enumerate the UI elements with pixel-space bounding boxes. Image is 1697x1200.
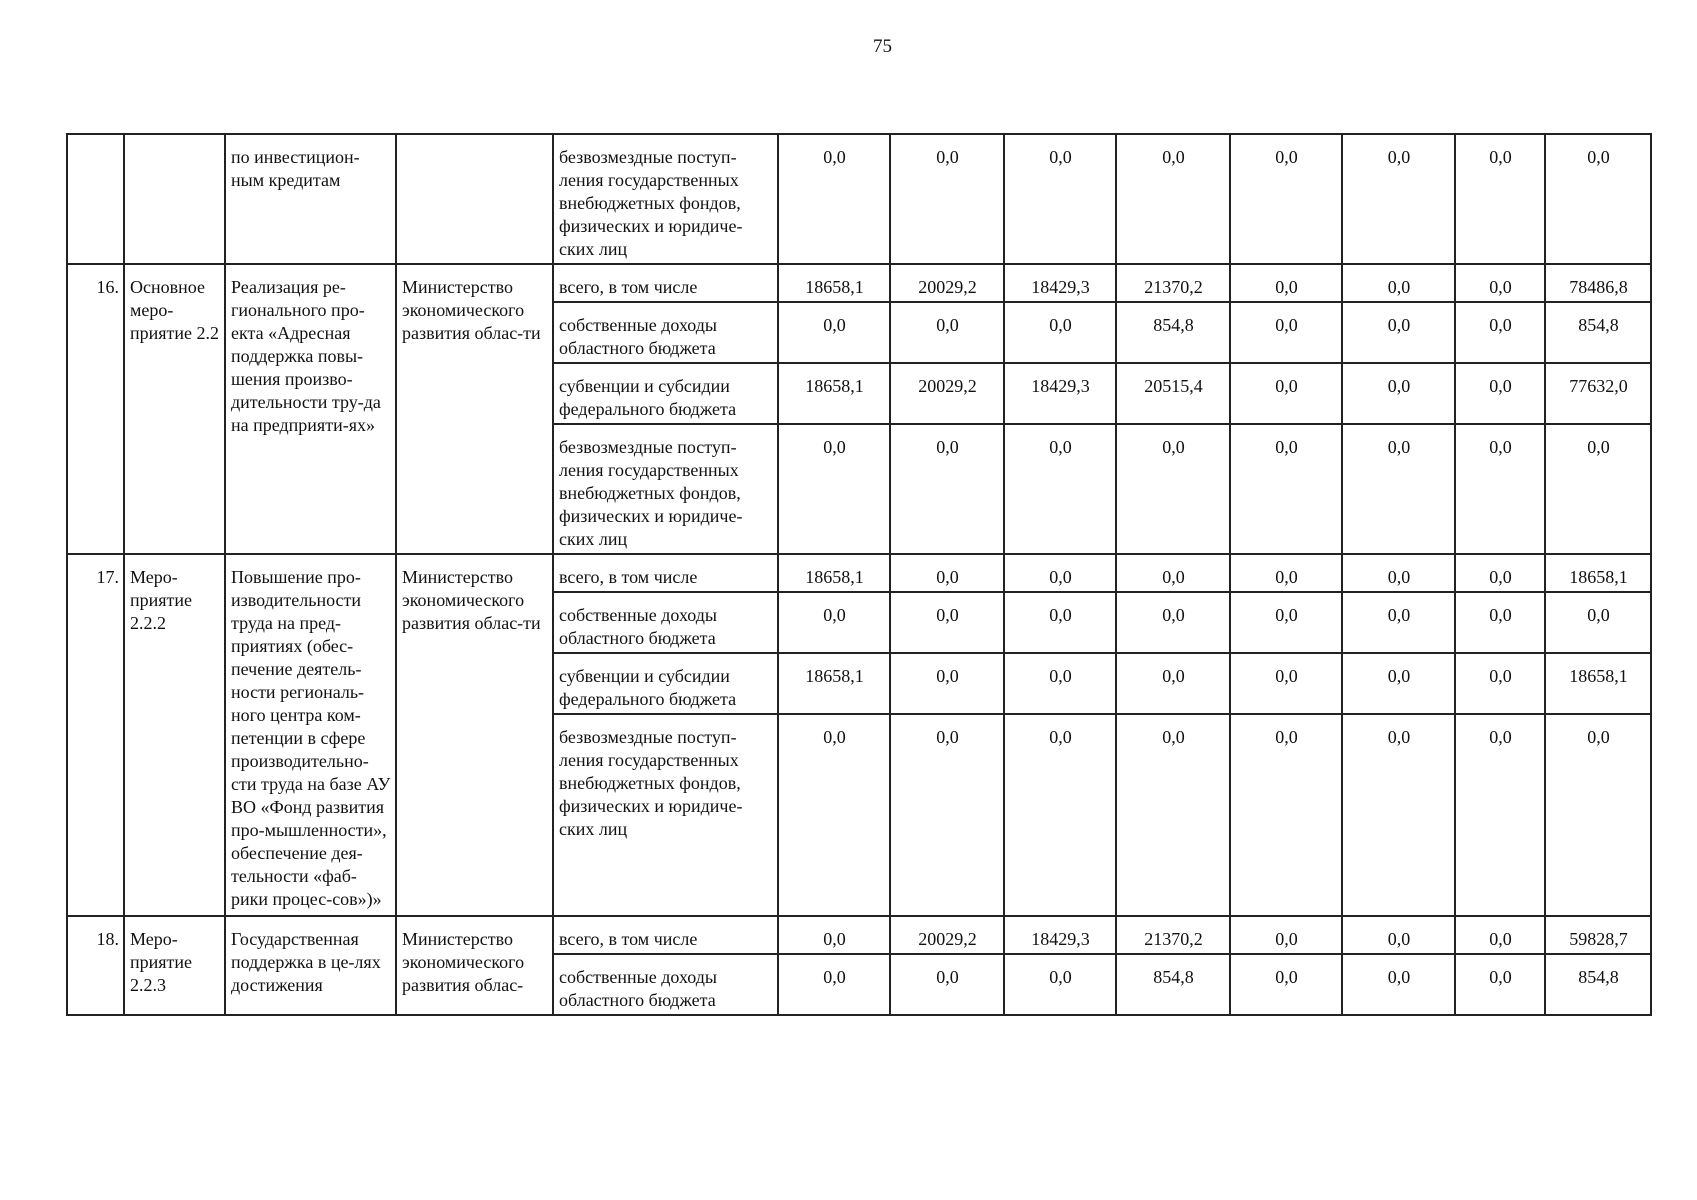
value-cell: 0,0	[1004, 714, 1116, 916]
budget-table	[66, 133, 1652, 1016]
value-cell: 0,0	[890, 134, 1004, 264]
value-cell: 0,0	[778, 714, 890, 916]
value-cell: 0,0	[890, 592, 1004, 653]
value-cell: 0,0	[1004, 954, 1116, 1015]
row-name: Реализация ре-гионального про-екта «Адресная поддержка повы-шения произво-дительности тру-да на предприяти-ях»	[225, 264, 396, 554]
value-cell: 0,0	[1455, 714, 1545, 916]
value-cell: 0,0	[1342, 653, 1455, 714]
funding-source: безвозмездные поступ-ления государственных внебюджетных фондов, физических и юридиче-ских лиц	[553, 714, 778, 916]
value-cell: 18658,1	[778, 653, 890, 714]
value-cell: 0,0	[1230, 134, 1342, 264]
row-type	[124, 134, 225, 264]
value-cell: 0,0	[1455, 134, 1545, 264]
value-cell: 18658,1	[778, 363, 890, 424]
value-cell: 0,0	[1342, 363, 1455, 424]
value-cell: 0,0	[1455, 302, 1545, 363]
row-number: 18.	[67, 916, 124, 1015]
value-cell: 77632,0	[1545, 363, 1651, 424]
value-cell: 0,0	[1455, 424, 1545, 554]
value-cell: 0,0	[1116, 714, 1230, 916]
row-type: Основное меро-приятие 2.2	[124, 264, 225, 554]
value-cell: 0,0	[1545, 134, 1651, 264]
row-name: Государственная поддержка в це-лях достижения	[225, 916, 396, 1015]
value-cell: 0,0	[1342, 554, 1455, 592]
value-cell: 0,0	[1455, 916, 1545, 954]
row-number	[67, 134, 124, 264]
row-executor: Министерство экономического развития облас-	[396, 916, 553, 1015]
value-cell: 0,0	[1230, 363, 1342, 424]
funding-source: субвенции и субсидии федерального бюджета	[553, 363, 778, 424]
value-cell: 0,0	[1455, 363, 1545, 424]
value-cell: 20029,2	[890, 916, 1004, 954]
table-row	[67, 264, 1651, 302]
value-cell: 0,0	[1455, 592, 1545, 653]
value-cell: 21370,2	[1116, 916, 1230, 954]
funding-source: всего, в том числе	[553, 916, 778, 954]
value-cell: 0,0	[1230, 653, 1342, 714]
value-cell: 0,0	[1230, 954, 1342, 1015]
value-cell: 0,0	[1455, 264, 1545, 302]
row-number: 16.	[67, 264, 124, 554]
value-cell: 18429,3	[1004, 363, 1116, 424]
value-cell: 0,0	[778, 424, 890, 554]
table-row	[67, 554, 1651, 592]
value-cell: 0,0	[1342, 264, 1455, 302]
value-cell: 0,0	[1342, 134, 1455, 264]
value-cell: 0,0	[890, 954, 1004, 1015]
value-cell: 0,0	[1004, 424, 1116, 554]
value-cell: 0,0	[1545, 714, 1651, 916]
value-cell: 0,0	[778, 592, 890, 653]
value-cell: 0,0	[1342, 424, 1455, 554]
value-cell: 0,0	[1342, 592, 1455, 653]
value-cell: 0,0	[890, 653, 1004, 714]
value-cell: 59828,7	[1545, 916, 1651, 954]
value-cell: 0,0	[1230, 302, 1342, 363]
row-type: Меро-приятие 2.2.2	[124, 554, 225, 916]
value-cell: 0,0	[1230, 592, 1342, 653]
value-cell: 0,0	[1545, 592, 1651, 653]
value-cell: 0,0	[1004, 302, 1116, 363]
funding-source: субвенции и субсидии федерального бюджета	[553, 653, 778, 714]
funding-source: безвозмездные поступ-ления государственных внебюджетных фондов, физических и юридиче-ских лиц	[553, 424, 778, 554]
value-cell: 0,0	[1545, 424, 1651, 554]
value-cell: 0,0	[1455, 554, 1545, 592]
row-name: Повышение про-изводительности труда на пред-приятиях (обес-печение деятель-ности региональ-ного центра ком-петенции в сфере производительно-сти труда на базе АУ ВО «Фонд развития про-мышленности», обеспечение дея-тельности «фаб-рики процес-сов»)»	[225, 554, 396, 916]
row-executor	[396, 134, 553, 264]
table-row	[67, 916, 1651, 954]
value-cell: 20029,2	[890, 264, 1004, 302]
value-cell: 0,0	[890, 302, 1004, 363]
row-type: Меро-приятие 2.2.3	[124, 916, 225, 1015]
row-name: по инвестицион-ным кредитам	[225, 134, 396, 264]
value-cell: 18658,1	[1545, 554, 1651, 592]
funding-source: собственные доходы областного бюджета	[553, 302, 778, 363]
value-cell: 18429,3	[1004, 264, 1116, 302]
value-cell: 0,0	[1230, 424, 1342, 554]
value-cell: 0,0	[1455, 653, 1545, 714]
row-number: 17.	[67, 554, 124, 916]
value-cell: 854,8	[1545, 954, 1651, 1015]
value-cell: 854,8	[1116, 954, 1230, 1015]
value-cell: 0,0	[890, 714, 1004, 916]
value-cell: 0,0	[1342, 714, 1455, 916]
funding-source: всего, в том числе	[553, 554, 778, 592]
value-cell: 0,0	[778, 302, 890, 363]
value-cell: 0,0	[1116, 424, 1230, 554]
value-cell: 0,0	[1230, 264, 1342, 302]
value-cell: 0,0	[1004, 592, 1116, 653]
value-cell: 18429,3	[1004, 916, 1116, 954]
value-cell: 0,0	[1116, 653, 1230, 714]
value-cell: 0,0	[1455, 954, 1545, 1015]
value-cell: 0,0	[1004, 134, 1116, 264]
funding-source: всего, в том числе	[553, 264, 778, 302]
value-cell: 854,8	[1116, 302, 1230, 363]
value-cell: 0,0	[1230, 554, 1342, 592]
value-cell: 0,0	[1116, 134, 1230, 264]
page-number: 75	[873, 36, 892, 57]
value-cell: 0,0	[1004, 554, 1116, 592]
value-cell: 0,0	[778, 916, 890, 954]
value-cell: 0,0	[890, 424, 1004, 554]
value-cell: 0,0	[1342, 302, 1455, 363]
value-cell: 0,0	[778, 134, 890, 264]
value-cell: 0,0	[890, 554, 1004, 592]
value-cell: 0,0	[1116, 592, 1230, 653]
funding-source: безвозмездные поступ-ления государственных внебюджетных фондов, физических и юридиче-ских лиц	[553, 134, 778, 264]
value-cell: 0,0	[1230, 714, 1342, 916]
value-cell: 0,0	[1004, 653, 1116, 714]
value-cell: 0,0	[1230, 916, 1342, 954]
value-cell: 18658,1	[778, 264, 890, 302]
table-row	[67, 134, 1651, 264]
value-cell: 21370,2	[1116, 264, 1230, 302]
value-cell: 0,0	[1342, 954, 1455, 1015]
funding-source: собственные доходы областного бюджета	[553, 954, 778, 1015]
value-cell: 0,0	[778, 954, 890, 1015]
row-executor: Министерство экономического развития облас-ти	[396, 264, 553, 554]
value-cell: 0,0	[1116, 554, 1230, 592]
value-cell: 18658,1	[778, 554, 890, 592]
value-cell: 20029,2	[890, 363, 1004, 424]
value-cell: 854,8	[1545, 302, 1651, 363]
value-cell: 78486,8	[1545, 264, 1651, 302]
funding-source: собственные доходы областного бюджета	[553, 592, 778, 653]
value-cell: 18658,1	[1545, 653, 1651, 714]
row-executor: Министерство экономического развития облас-ти	[396, 554, 553, 916]
value-cell: 20515,4	[1116, 363, 1230, 424]
value-cell: 0,0	[1342, 916, 1455, 954]
